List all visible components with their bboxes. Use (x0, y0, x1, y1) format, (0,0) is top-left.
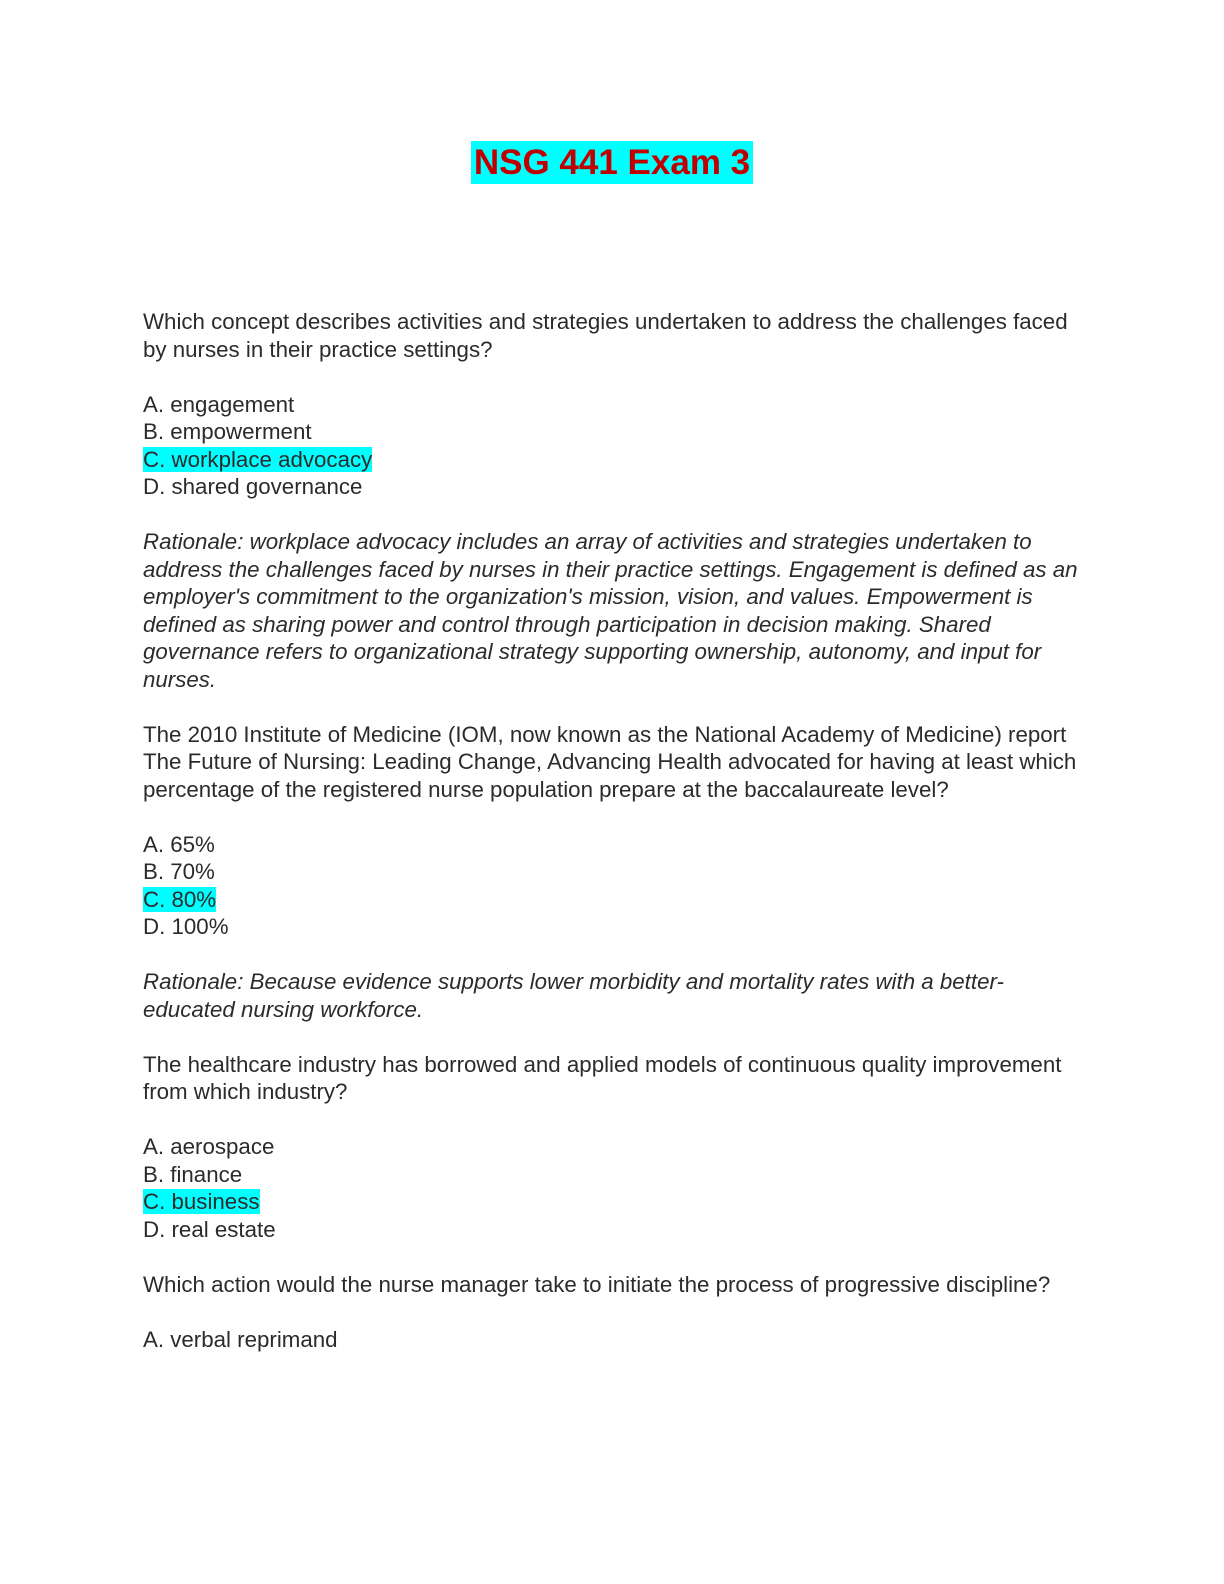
answer-option-label: D. shared governance (143, 474, 363, 499)
question-1 (143, 308, 1083, 693)
question-text: Which action would the nurse manager take to initiate the process of progressive discipline? (143, 1271, 1051, 1297)
answer-option-label: A. engagement (143, 391, 295, 417)
answer-options (143, 1133, 1083, 1243)
answer-options (143, 391, 1083, 501)
question-4 (143, 1271, 1083, 1354)
document-content (143, 308, 1083, 1381)
answer-option (143, 1133, 1083, 1161)
answer-option (143, 1161, 1083, 1189)
answer-option (143, 1216, 1083, 1244)
page-title: NSG 441 Exam 3 (471, 141, 753, 184)
answer-option (143, 473, 1083, 501)
answer-option (143, 913, 1083, 941)
question-3 (143, 1051, 1083, 1244)
answer-option (143, 858, 1083, 886)
rationale-text: Rationale: workplace advocacy includes an array of activities and strategies undertaken to address the challenges faced by nurses in their practice settings. Engagement is defined as an employer's commitment to the organization's mission, vision, and values. Empowerment is defined as sharing power and control through participation in decision making. Shared governance refers to organizational strategy supporting ownership, autonomy, and input for nurses. (143, 529, 1078, 692)
question-text: Which concept describes activities and strategies undertaken to address the challenges faced by nurses in their practice settings? (143, 309, 1068, 362)
answer-option (143, 886, 1083, 914)
question-text: The 2010 Institute of Medicine (IOM, now known as the National Academy of Medicine) report The Future of Nursing: Leading Change, Advancing Health advocated for having at least which percentage of the registered nurse population prepare at the baccalaureate level? (143, 721, 1077, 802)
correct-answer-highlight: C. workplace advocacy (143, 446, 373, 472)
correct-answer-highlight: C. 80% (143, 886, 217, 912)
answer-option-label: D. 100% (143, 914, 229, 939)
answer-option-label: A. verbal reprimand (143, 1326, 338, 1352)
answer-option (143, 1326, 1083, 1354)
answer-option-label: A. aerospace (143, 1134, 275, 1159)
answer-options (143, 1326, 1083, 1354)
answer-option (143, 446, 1083, 474)
answer-option (143, 1188, 1083, 1216)
answer-option-label: A. 65% (143, 831, 215, 857)
answer-option-label: B. 70% (143, 859, 215, 884)
rationale-text: Rationale: Because evidence supports lower morbidity and mortality rates with a better-educated nursing workforce. (143, 969, 1004, 1022)
answer-option-label: B. empowerment (143, 419, 312, 444)
answer-option (143, 831, 1083, 859)
question-2 (143, 721, 1083, 1024)
question-text: The healthcare industry has borrowed and applied models of continuous quality improvement from which industry? (143, 1051, 1062, 1104)
answer-option-label: B. finance (143, 1161, 243, 1187)
correct-answer-highlight: C. business (143, 1189, 260, 1214)
title-wrapper (0, 141, 1224, 184)
answer-option-label: D. real estate (143, 1216, 276, 1242)
answer-option (143, 418, 1083, 446)
answer-options (143, 831, 1083, 941)
answer-option (143, 391, 1083, 419)
